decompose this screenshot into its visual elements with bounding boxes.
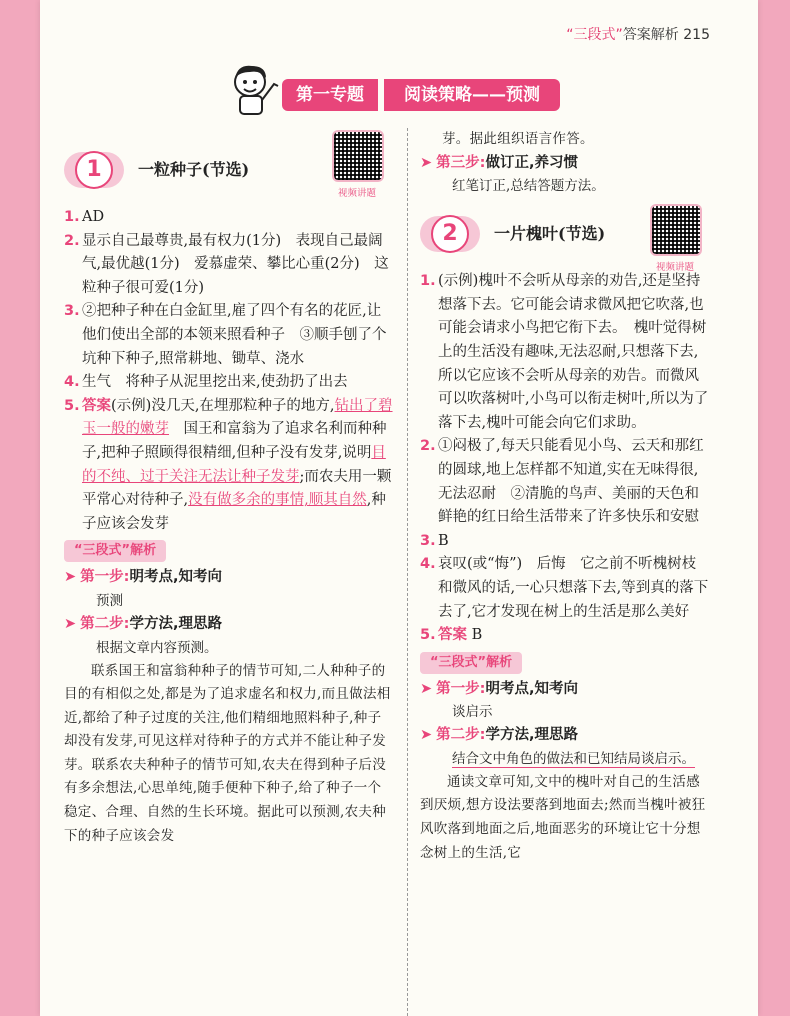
pointer-icon: ➤ bbox=[420, 727, 433, 744]
step-3: ➤ 第三步:做订正,养习惯 bbox=[420, 154, 578, 171]
qr-label: 视频讲题 bbox=[337, 188, 376, 199]
series-name: “三段式” bbox=[566, 27, 623, 43]
answer-label: 答案 bbox=[438, 627, 467, 644]
section-title: 答案解析 bbox=[622, 27, 679, 43]
answer-5: 5. 答案(示例)没几天,在埋那粒种子的地方,钻出了碧玉一般的嫩芽 国王和富翁为了追求名利而种种子,把种子照顾得很精细,但种子没有发芽,说明目的不纯、过于关注无法让种子发芽;而农夫用一颗平常心对待种子,没有做多余的事情,顺其自然,种子应该会发芽 bbox=[64, 397, 393, 532]
answer-1: 1. (示例)槐叶不会听从母亲的劝告,还是坚持想落下去。它可能会请求微风把它吹落,也可能会请求小鸟把它衔下去。 槐叶觉得树上的生活没有趣味,无法忍耐,只想落下去,所以它应该不会听从母亲的劝告。而微风可以吹落树叶,小鸟可以衔走树叶,所以为了落下去,槐叶可能会向它们求助。 bbox=[420, 273, 709, 431]
section-header-1 bbox=[64, 134, 394, 206]
section-title-2: 一片槐叶(节选) bbox=[494, 224, 606, 244]
answer-4: 4. 哀叹(或“悔”) 后悔 它之前不听槐树枝和微风的话,一心只想落下去,等到真的落下去了,它才发现在树上的生活是那么美好 bbox=[420, 556, 709, 620]
topic-label: 第一专题 bbox=[282, 79, 378, 111]
qr-code-icon bbox=[650, 204, 702, 256]
qr-code-2[interactable] bbox=[650, 204, 700, 280]
topic-banner bbox=[282, 79, 560, 111]
pointer-icon: ➤ bbox=[420, 154, 433, 171]
running-head bbox=[566, 24, 710, 44]
pointer-icon: ➤ bbox=[64, 615, 77, 632]
section-badge: 2 bbox=[420, 216, 480, 252]
column-divider bbox=[407, 128, 408, 1016]
answer-3: 3. B bbox=[420, 532, 449, 549]
section-title-1: 一粒种子(节选) bbox=[138, 160, 250, 180]
step-1: ➤ 第一步:明考点,知考向 bbox=[64, 569, 222, 586]
answer-1: 1. AD bbox=[64, 209, 105, 225]
step-1-note: 谈启示 bbox=[452, 704, 493, 721]
answer-2: 2. 显示自己最尊贵,最有权力(1分) 表现自己最阔气,最优越(1分) 爱慕虚荣、攀比心重(2分) 这粒种子很可爱(1分) bbox=[64, 232, 389, 296]
section-header-2 bbox=[420, 198, 710, 274]
continued-text: 芽。据此组织语言作答。 bbox=[442, 131, 594, 147]
step-2-note: 结合文中角色的做法和已知结局谈启示。 bbox=[452, 750, 695, 767]
answer-4: 4. 生气 将种子从泥里挖出来,使劲扔了出去 bbox=[64, 374, 348, 391]
pointer-icon: ➤ bbox=[64, 569, 77, 586]
answer-2: 2. ①闷极了,每天只能看见小鸟、云天和那红的圆球,地上怎样都不知道,实在无味得很,无法忍耐 ②清脆的鸟声、美丽的天色和鲜艳的红日给生活带来了许多快乐和安慰 bbox=[420, 438, 704, 526]
analysis-paragraph: 通读文章可知,文中的槐叶对自己的生活感到厌烦,想方设法要落到地面去;然而当槐叶被狂风吹落到地面之后,地面恶劣的环境让它十分想念树上的生活,它 bbox=[420, 773, 706, 861]
right-column bbox=[420, 128, 710, 865]
analysis-tag: “三段式”解析 bbox=[64, 540, 166, 562]
step-2-note: 根据文章内容预测。 bbox=[96, 639, 218, 656]
qr-code-1[interactable] bbox=[332, 130, 382, 206]
section-badge: 1 bbox=[64, 152, 124, 188]
answer-5: 5. 答案 B bbox=[420, 627, 483, 644]
analysis-tag: “三段式”解析 bbox=[420, 652, 522, 674]
step-2: ➤ 第二步:学方法,理思路 bbox=[64, 615, 222, 632]
answer-label: 答案 bbox=[82, 397, 111, 414]
step-2: ➤ 第二步:学方法,理思路 bbox=[420, 727, 578, 744]
page-number: 215 bbox=[683, 27, 710, 43]
topic-subject: 阅读策略——预测 bbox=[384, 79, 560, 111]
answer-3: 3. ②把种子种在白金缸里,雇了四个有名的花匠,让他们使出全部的本领来照看种子 ③顺手刨了个坑种下种子,照常耕地、锄草、浇水 bbox=[64, 303, 387, 367]
left-column bbox=[64, 134, 394, 848]
qr-label: 视频讲题 bbox=[655, 262, 694, 274]
step-3-note: 红笔订正,总结答题方法。 bbox=[452, 178, 605, 195]
step-1-note: 预测 bbox=[96, 592, 123, 609]
mascot-icon bbox=[226, 60, 288, 118]
analysis-paragraph: 联系国王和富翁种种子的情节可知,二人种种子的目的有相似之处,都是为了追求虚名和权力,而且做法相近,都给了种子过度的关注,他们精细地照料种子,种子却没有发芽,可见这样对待种子的方式并不能让种子发芽。联系农夫种种子的情节可知,农夫在得到种子后没有多余想法,心思单纯,随手便种下种子,给了种子一个稳定、合理、自然的生长环境。据此可以预测,农夫种下的种子应该会发 bbox=[64, 662, 391, 844]
qr-code-icon bbox=[332, 130, 384, 182]
pointer-icon: ➤ bbox=[420, 680, 433, 697]
step-1: ➤ 第一步:明考点,知考向 bbox=[420, 680, 578, 697]
